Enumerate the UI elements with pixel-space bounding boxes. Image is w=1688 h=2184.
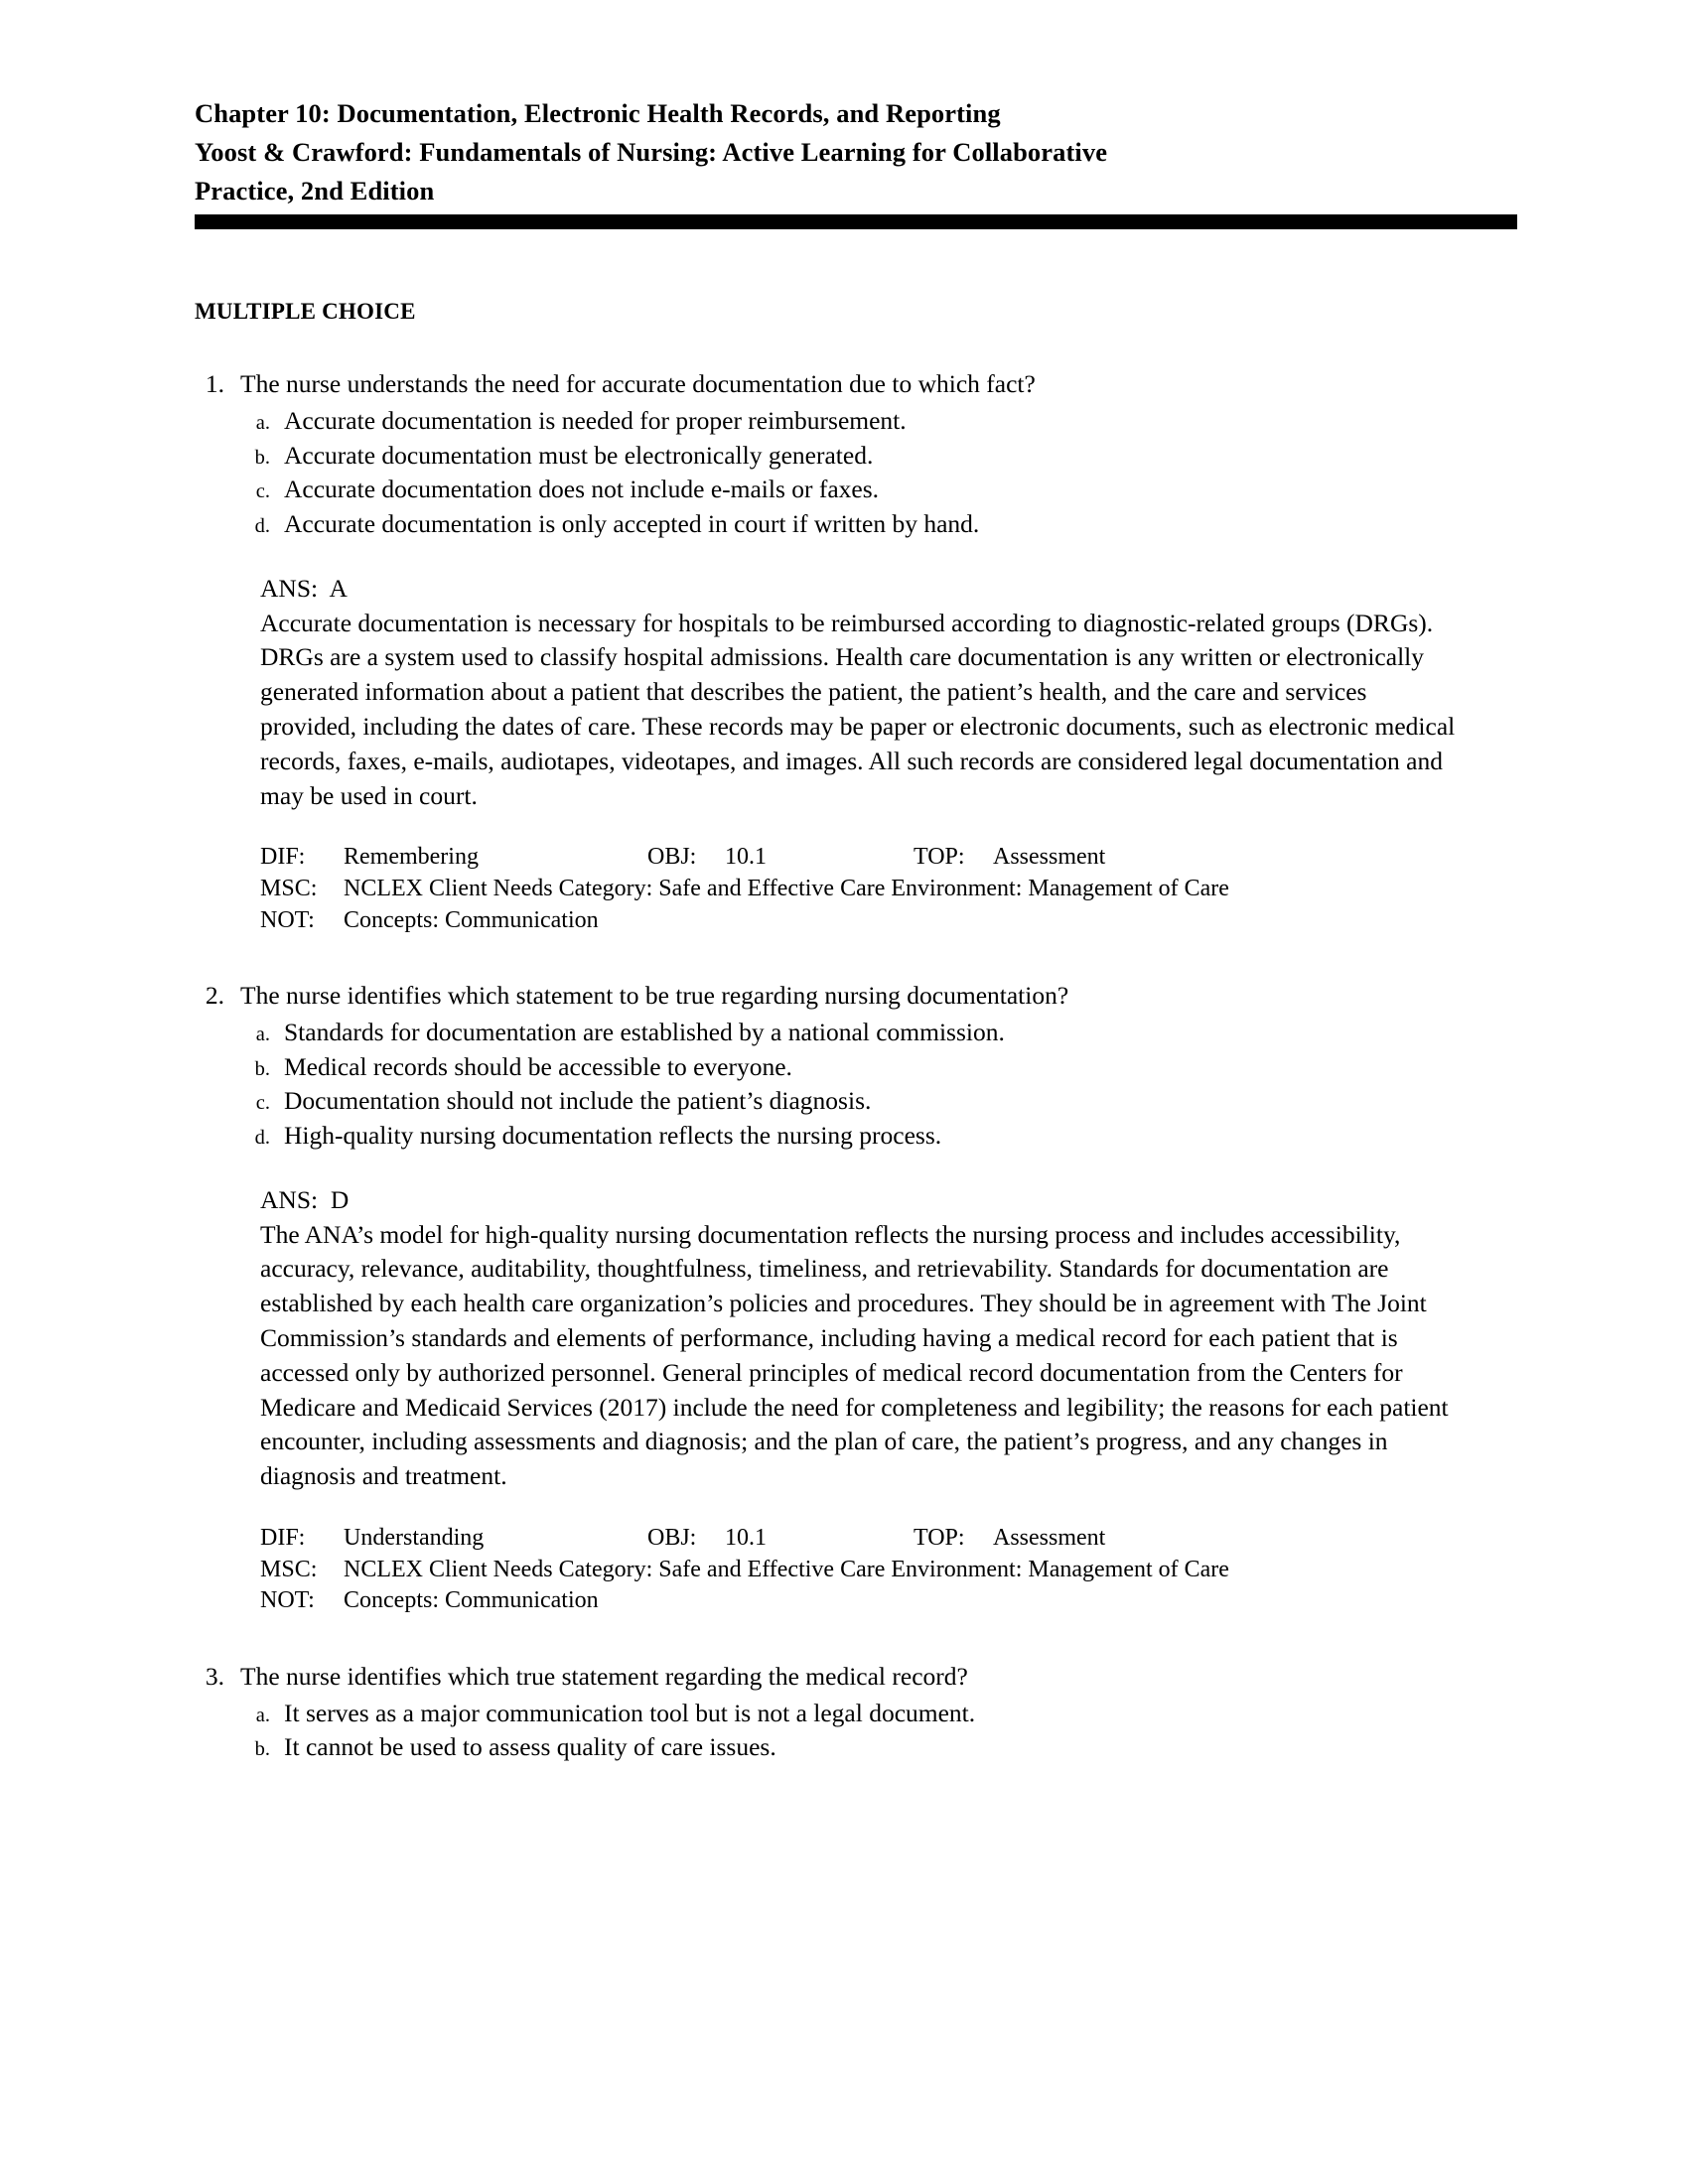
question-metadata [260, 1523, 1491, 1617]
option-letter: a. [255, 1024, 270, 1046]
metadata-value-top: Assessment [993, 1524, 1106, 1551]
option-row[interactable] [195, 404, 1515, 439]
metadata-row-not [260, 1585, 1491, 1617]
question-options [195, 1016, 1515, 1154]
option-row[interactable] [195, 507, 1515, 542]
metadata-value-not: Concepts: Communication [344, 906, 599, 933]
metadata-key-msc: MSC: [260, 876, 318, 902]
question-stem-row [195, 1660, 1515, 1695]
metadata-key-top: TOP: [914, 1524, 965, 1551]
option-row[interactable] [195, 1119, 1515, 1154]
metadata-key-dif: DIF: [260, 844, 306, 871]
page-content [195, 94, 1515, 1765]
metadata-row-msc [260, 874, 1491, 905]
metadata-value-dif: Understanding [344, 1524, 485, 1551]
option-text: It serves as a major communication tool but is not a legal document. [284, 1698, 976, 1727]
question-stem: The nurse identifies which statement to be true regarding nursing documentation? [240, 981, 1069, 1011]
question-stem-row [195, 979, 1515, 1014]
option-row[interactable] [195, 1697, 1515, 1731]
section-heading-multiple-choice: MULTIPLE CHOICE [195, 299, 416, 325]
option-letter: b. [254, 446, 270, 469]
metadata-value-msc: NCLEX Client Needs Category: Safe and Effective Care Environment: Management of Care [344, 876, 1229, 902]
question-metadata [260, 842, 1491, 936]
option-letter: d. [254, 1127, 270, 1150]
metadata-row-msc [260, 1555, 1491, 1586]
metadata-key-obj: OBJ: [647, 1524, 697, 1551]
option-row[interactable] [195, 1084, 1515, 1119]
question-options [195, 1697, 1515, 1765]
metadata-key-msc: MSC: [260, 1556, 318, 1582]
question-stem: The nurse identifies which true statement regarding the medical record? [240, 1661, 968, 1691]
option-text: Accurate documentation is only accepted in court if written by hand. [284, 509, 980, 539]
answer-label: ANS: A [260, 573, 348, 603]
question-options [195, 404, 1515, 542]
question-number: 1. [205, 369, 224, 399]
metadata-key-not: NOT: [260, 1587, 315, 1614]
option-letter: a. [255, 1704, 270, 1726]
option-text: High-quality nursing documentation reflects the nursing process. [284, 1121, 942, 1151]
option-text: Accurate documentation does not include e-mails or faxes. [284, 475, 880, 504]
metadata-key-top: TOP: [914, 844, 965, 871]
option-letter: c. [255, 1092, 270, 1115]
option-row[interactable] [195, 473, 1515, 507]
answer-rationale: The ANA’s model for high-quality nursing documentation reflects the nursing process and includes accessibility, accuracy, relevance, auditability, thoughtfulness, timeliness, and retrievability. Standards for documentation are established by each health care organization’s policies and procedures. They should be in agreement with The Joint Commission’s standards and elements of performance, including having a medical record for each patient that is accessed only by authorized personnel. General principles of medical record documentation from the Centers for Medicare and Medicaid Services (2017) include the need for completeness and legibility; the reasons for each patient encounter, including assessments and diagnosis; and the plan of care, the patient’s progress, and any changes in diagnosis and treatment. [260, 1219, 1449, 1491]
header-book-title-line1: Yoost & Crawford: Fundamentals of Nursing: Active Learning for Collaborative [195, 136, 1108, 167]
metadata-value-obj: 10.1 [725, 844, 767, 871]
option-text: Medical records should be accessible to everyone. [284, 1051, 792, 1081]
option-text: It cannot be used to assess quality of care issues. [284, 1732, 776, 1762]
header-chapter-title: Chapter 10: Documentation, Electronic Health Records, and Reporting [195, 98, 1001, 128]
answer-label: ANS: D [260, 1184, 350, 1214]
metadata-key-dif: DIF: [260, 1524, 306, 1551]
option-text: Accurate documentation is needed for proper reimbursement. [284, 406, 907, 436]
metadata-value-msc: NCLEX Client Needs Category: Safe and Effective Care Environment: Management of Care [344, 1556, 1229, 1582]
option-row[interactable] [195, 1050, 1515, 1085]
metadata-key-not: NOT: [260, 906, 315, 933]
question-number: 3. [205, 1661, 224, 1691]
metadata-key-obj: OBJ: [647, 844, 697, 871]
option-text: Standards for documentation are established by a national commission. [284, 1018, 1005, 1047]
option-text: Accurate documentation must be electronically generated. [284, 440, 874, 470]
metadata-row-not [260, 905, 1491, 937]
option-letter: b. [254, 1738, 270, 1761]
document-header [195, 94, 1515, 209]
metadata-value-top: Assessment [993, 844, 1106, 871]
option-row[interactable] [195, 1016, 1515, 1050]
metadata-row-dif [260, 1523, 1491, 1555]
metadata-row-dif [260, 842, 1491, 874]
answer-rationale: Accurate documentation is necessary for hospitals to be reimbursed according to diagnostic-related groups (DRGs). DRGs are a system used to classify hospital admissions. Health care documentation is any written or electronically generated information about a patient that describes the patient, the patient’s health, and the care and services provided, including the dates of care. These records may be paper or electronic documents, such as electronic medical records, faxes, e-mails, audiotapes, videotapes, and images. All such records are considered legal documentation and may be used in court. [260, 608, 1456, 810]
option-letter: a. [255, 412, 270, 435]
metadata-value-dif: Remembering [344, 844, 479, 871]
metadata-value-obj: 10.1 [725, 1524, 767, 1551]
question-stem-row [195, 367, 1515, 402]
question-block [195, 367, 1515, 936]
answer-block [260, 1183, 1466, 1494]
header-divider-bar [195, 214, 1517, 229]
question-block [195, 979, 1515, 1617]
option-text: Documentation should not include the patient’s diagnosis. [284, 1086, 872, 1116]
question-number: 2. [205, 981, 224, 1011]
option-letter: b. [254, 1057, 270, 1080]
option-row[interactable] [195, 439, 1515, 474]
question-block [195, 1660, 1515, 1765]
answer-block [260, 572, 1466, 814]
option-letter: d. [254, 515, 270, 538]
question-stem: The nurse understands the need for accurate documentation due to which fact? [240, 369, 1036, 399]
header-book-title-line2: Practice, 2nd Edition [195, 175, 435, 205]
option-letter: c. [255, 480, 270, 503]
option-row[interactable] [195, 1730, 1515, 1765]
metadata-value-not: Concepts: Communication [344, 1587, 599, 1614]
